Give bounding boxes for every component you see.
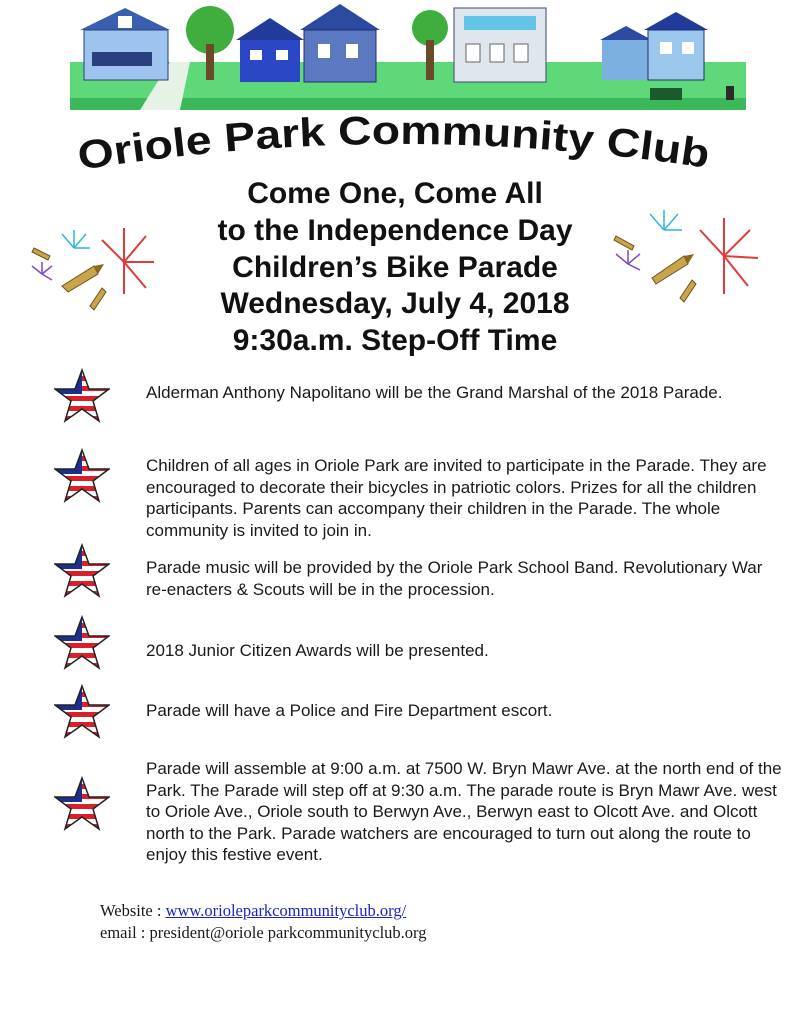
email-line [100, 922, 426, 944]
item-text: Parade music will be provided by the Oriole Park School Band. Revolutionary War re-enacters & Scouts will be in the procession. [146, 558, 763, 599]
contact-info [100, 900, 426, 944]
american-flag-star-icon [54, 368, 110, 424]
american-flag-star-icon [54, 684, 110, 740]
item-text: Children of all ages in Oriole Park are invited to participate in the Parade. They are encouraged to decorate their bicycles in patriotic colors. Prizes for all the children participants. Parents can accompany their children in the Parade. The whole community is invited to join in. [146, 456, 767, 540]
website-label: Website : [100, 901, 166, 920]
fireworks-icon-right [612, 206, 762, 310]
neighborhood-banner-illustration [70, 0, 746, 110]
fireworks-icon-left [28, 222, 160, 322]
american-flag-star-icon [54, 543, 110, 599]
svg-text:Oriole Park Community Club: Oriole Park Community Club [74, 108, 709, 179]
website-line [100, 900, 426, 922]
headline-line-1: Come One, Come All [247, 177, 543, 210]
headline-line-2: to the Independence Day [217, 214, 573, 247]
headline-line-4: Wednesday, July 4, 2018 [220, 287, 570, 320]
email-label: email : [100, 923, 150, 942]
american-flag-star-icon [54, 776, 110, 832]
item-text: Parade will have a Police and Fire Department escort. [146, 701, 553, 720]
item-text: 2018 Junior Citizen Awards will be presented. [146, 641, 489, 660]
item-text: Parade will assemble at 9:00 a.m. at 7500 W. Bryn Mawr Ave. at the north end of the Park. The Parade will step off at 9:30 a.m. The parade route is Bryn Mawr Ave. west to Oriole Ave., Oriole south to Berwyn Ave., Berwyn east to Olcott Ave. and Olcott north to the Park. Parade watchers are encouraged to turn out along the route to enjoy this festive event. [146, 759, 782, 864]
american-flag-star-icon [54, 448, 110, 504]
headline-line-3: Children’s Bike Parade [232, 251, 558, 284]
headline-line-5: 9:30a.m. Step-Off Time [232, 324, 558, 357]
item-text: Alderman Anthony Napolitano will be the Grand Marshal of the 2018 Parade. [146, 383, 723, 402]
website-link[interactable]: www.orioleparkcommunityclub.org/ [165, 901, 407, 920]
email-address: president@oriole parkcommunityclub.org [149, 923, 427, 942]
american-flag-star-icon [54, 615, 110, 671]
